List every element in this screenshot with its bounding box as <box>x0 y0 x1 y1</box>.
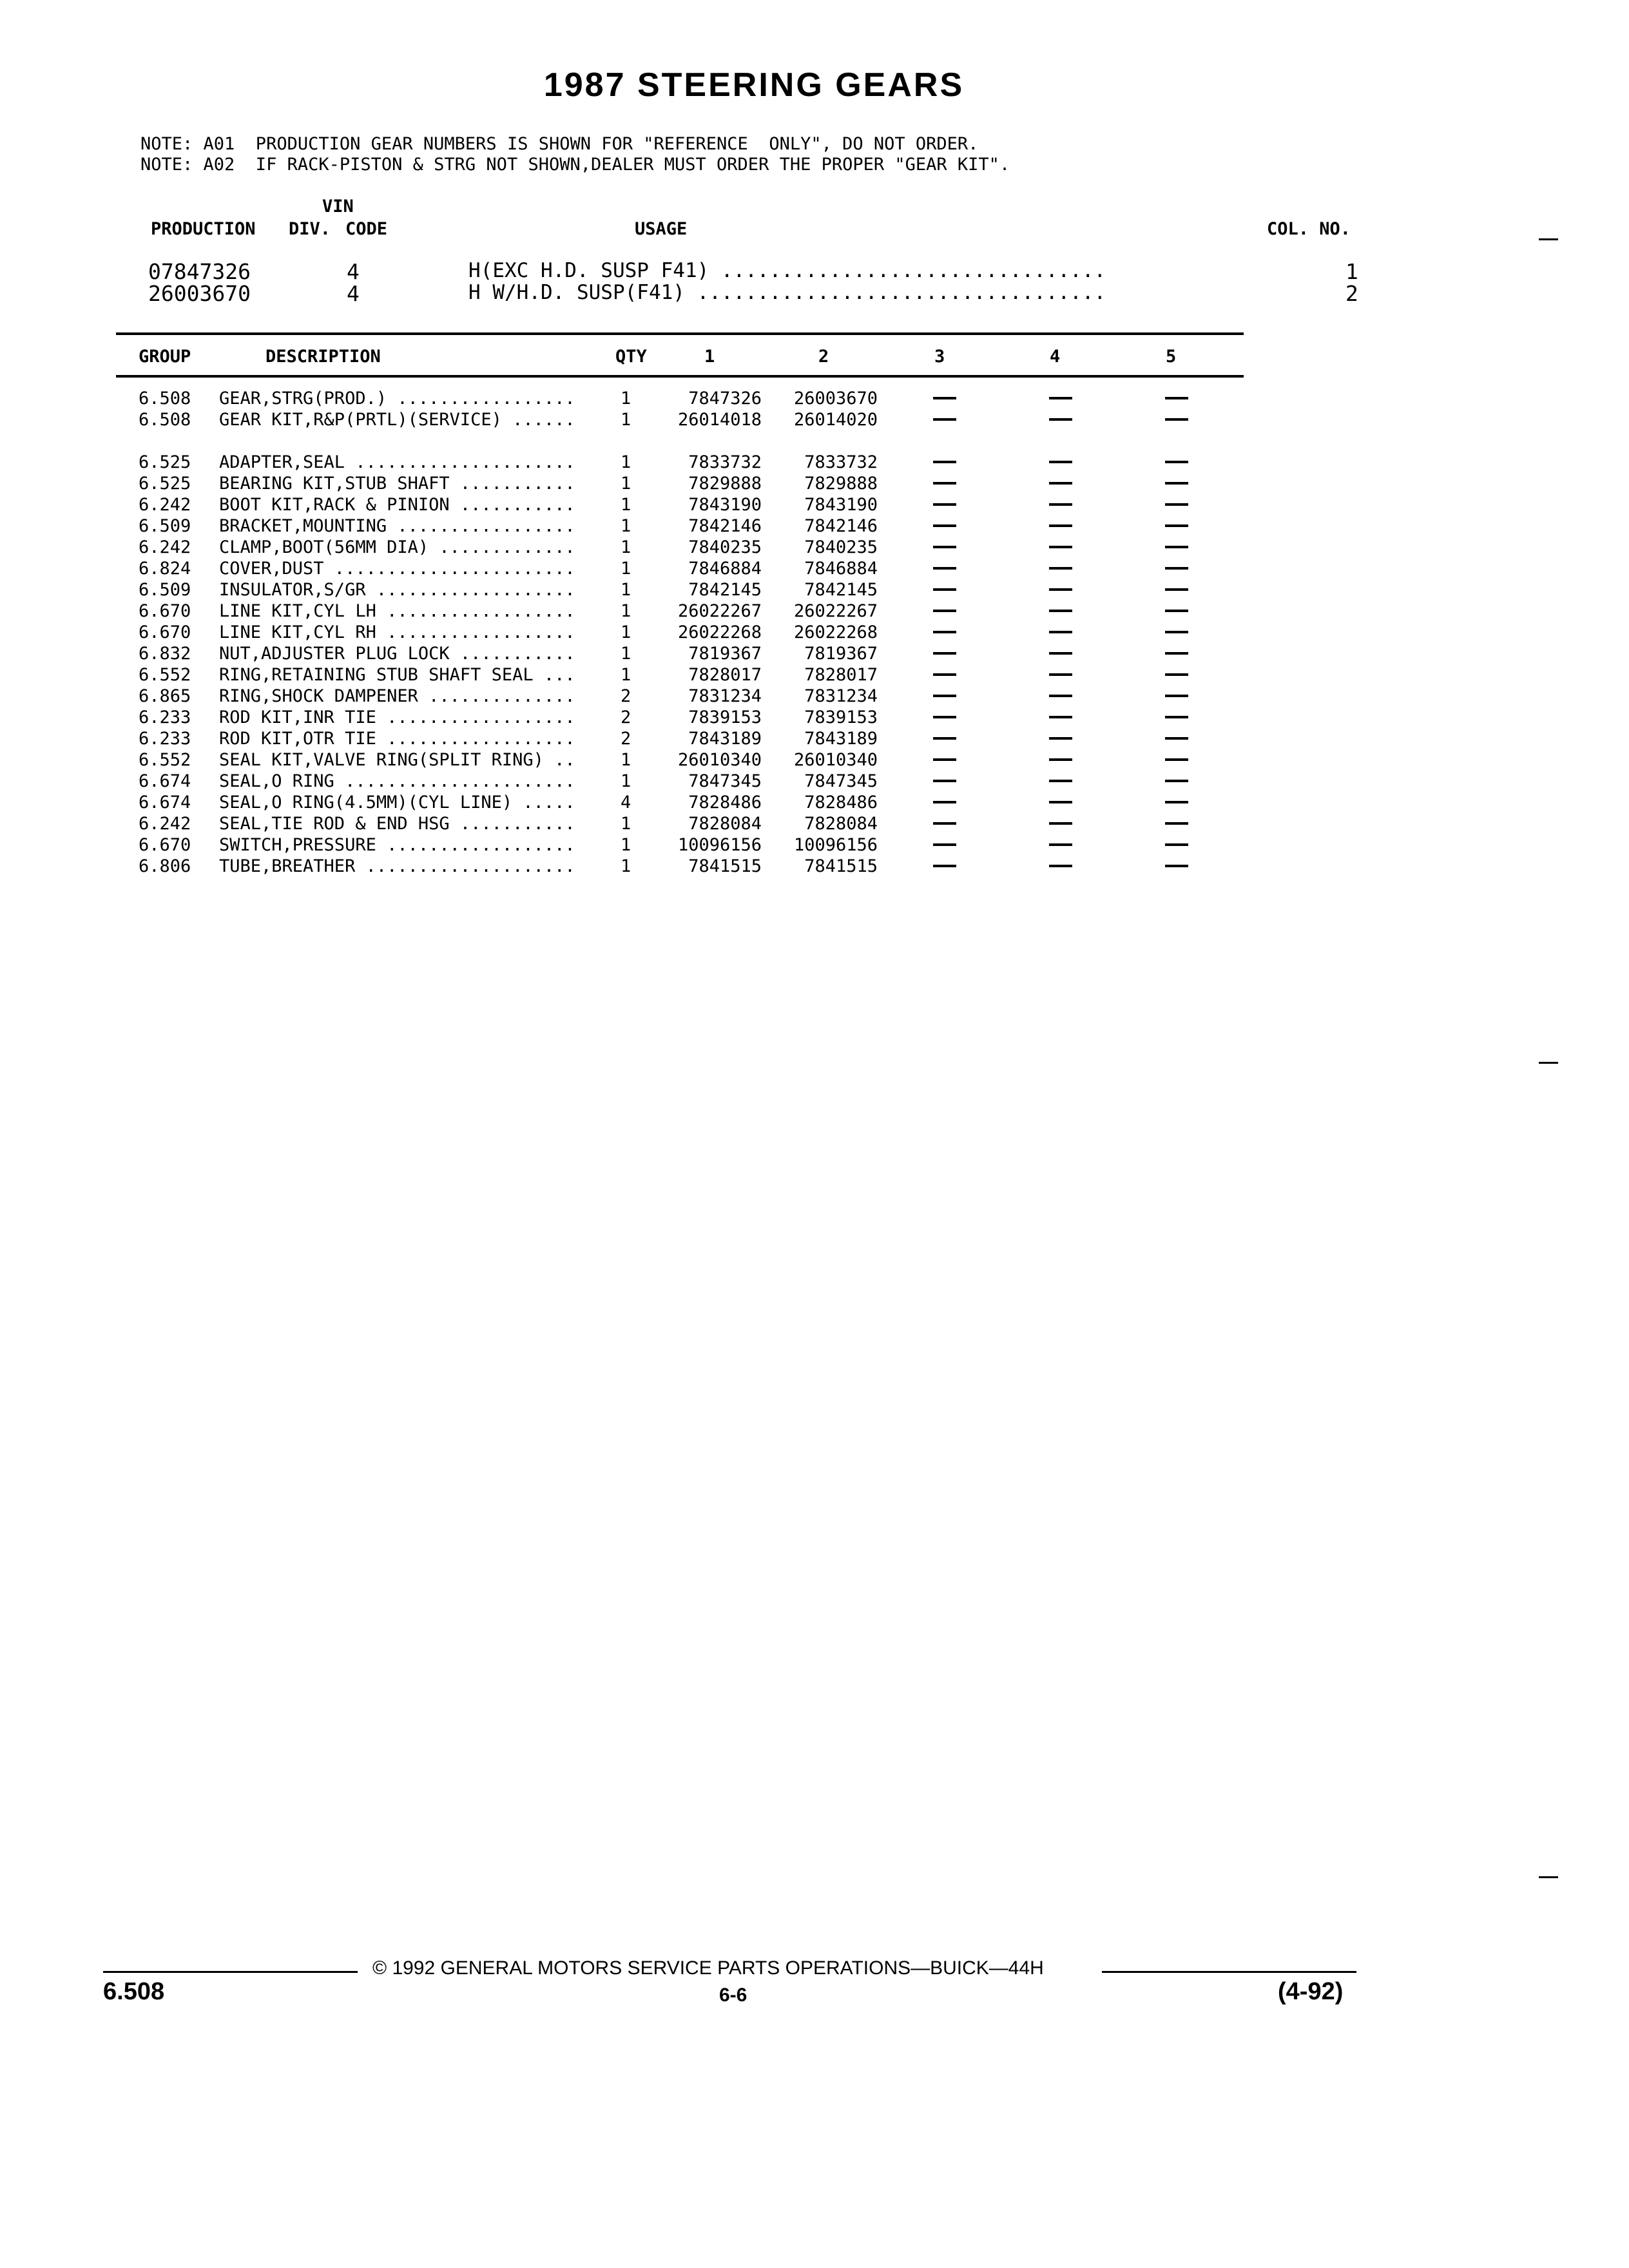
empty-col5-dash <box>1165 524 1188 527</box>
empty-col3-dash <box>933 822 956 825</box>
col1-part-number: 7847326 <box>688 389 762 408</box>
col1-part-number: 26022268 <box>677 622 762 642</box>
group-cell: 6.674 <box>139 771 191 791</box>
col1-part-number: 7829888 <box>688 474 762 494</box>
div-header: DIV. <box>289 219 331 239</box>
description-cell: SEAL,O RING ...................... <box>219 771 575 791</box>
group-cell: 6.508 <box>139 389 191 408</box>
col1-part-number: 7840235 <box>688 537 762 557</box>
empty-col4-dash <box>1049 758 1072 761</box>
description-cell: TUBE,BREATHER .................... <box>219 856 575 876</box>
col2-part-number: 7831234 <box>804 686 878 706</box>
col1-part-number: 7847345 <box>688 771 762 791</box>
group-cell: 6.670 <box>139 622 191 642</box>
col2-part-number: 7842145 <box>804 580 878 600</box>
col1-part-number: 7833732 <box>688 452 762 472</box>
qty-cell: 1 <box>621 750 631 770</box>
description-cell: INSULATOR,S/GR ................... <box>219 580 575 600</box>
col1-part-number: 7841515 <box>688 856 762 876</box>
note-a02: NOTE: A02 IF RACK-PISTON & STRG NOT SHOWN,DEALER MUST ORDER THE PROPER "GEAR KIT". <box>140 155 1010 175</box>
col2-part-number: 26022268 <box>793 622 878 642</box>
group-cell: 6.242 <box>139 537 191 557</box>
col2-part-number: 7833732 <box>804 452 878 472</box>
empty-col3-dash <box>933 418 956 421</box>
empty-col3-dash <box>933 801 956 803</box>
production-header: PRODUCTION <box>151 219 256 239</box>
description-cell: LINE KIT,CYL RH .................. <box>219 622 575 642</box>
empty-col3-dash <box>933 843 956 846</box>
copyright-text: © 1992 GENERAL MOTORS SERVICE PARTS OPERATIONS—BUICK—44H <box>372 1957 1044 1979</box>
qty-cell: 2 <box>621 686 631 706</box>
empty-col5-dash <box>1165 758 1188 761</box>
table-header-rule <box>116 375 1244 378</box>
group-cell: 6.865 <box>139 686 191 706</box>
vin-header: VIN <box>322 197 354 216</box>
empty-col5-dash <box>1165 567 1188 570</box>
col5-header: 5 <box>1166 347 1177 367</box>
qty-cell: 1 <box>621 644 631 664</box>
description-cell: SWITCH,PRESSURE .................. <box>219 835 575 855</box>
col1-part-number: 7819367 <box>688 644 762 664</box>
col2-part-number: 7847345 <box>804 771 878 791</box>
group-cell: 6.552 <box>139 750 191 770</box>
description-cell: CLAMP,BOOT(56MM DIA) ............. <box>219 537 575 557</box>
col2-part-number: 7828017 <box>804 665 878 685</box>
col1-part-number: 7839153 <box>688 707 762 727</box>
group-cell: 6.233 <box>139 729 191 749</box>
empty-col3-dash <box>933 673 956 676</box>
footer-rule-right <box>1102 1971 1356 1973</box>
col2-part-number: 26003670 <box>793 389 878 408</box>
description-cell: SEAL,TIE ROD & END HSG ........... <box>219 814 575 834</box>
empty-col3-dash <box>933 631 956 633</box>
col2-part-number: 7840235 <box>804 537 878 557</box>
col2-header: 2 <box>818 347 829 367</box>
empty-col3-dash <box>933 610 956 612</box>
qty-cell: 1 <box>621 389 631 408</box>
qty-cell: 1 <box>621 856 631 876</box>
col2-part-number: 26014020 <box>793 410 878 430</box>
empty-col4-dash <box>1049 567 1072 570</box>
empty-col3-dash <box>933 758 956 761</box>
qty-header: QTY <box>615 347 647 367</box>
description-cell: GEAR,STRG(PROD.) ................. <box>219 389 575 408</box>
edge-mark <box>1539 1062 1558 1064</box>
col1-part-number: 7842146 <box>688 516 762 536</box>
empty-col4-dash <box>1049 801 1072 803</box>
empty-col5-dash <box>1165 652 1188 655</box>
empty-col5-dash <box>1165 397 1188 399</box>
group-cell: 6.525 <box>139 474 191 494</box>
col1-part-number: 26022267 <box>677 601 762 621</box>
col2-part-number: 7828486 <box>804 793 878 812</box>
col2-part-number: 7842146 <box>804 516 878 536</box>
empty-col4-dash <box>1049 652 1072 655</box>
description-cell: NUT,ADJUSTER PLUG LOCK ........... <box>219 644 575 664</box>
group-cell: 6.674 <box>139 793 191 812</box>
empty-col4-dash <box>1049 822 1072 825</box>
empty-col5-dash <box>1165 631 1188 633</box>
col1-part-number: 7828486 <box>688 793 762 812</box>
col2-part-number: 7839153 <box>804 707 878 727</box>
col2-part-number: 7829888 <box>804 474 878 494</box>
description-cell: GEAR KIT,R&P(PRTL)(SERVICE) ...... <box>219 410 575 430</box>
col2-part-number: 7828084 <box>804 814 878 834</box>
empty-col3-dash <box>933 780 956 782</box>
description-cell: LINE KIT,CYL LH .................. <box>219 601 575 621</box>
description-cell: BOOT KIT,RACK & PINION ........... <box>219 495 575 515</box>
qty-cell: 1 <box>621 665 631 685</box>
empty-col5-dash <box>1165 780 1188 782</box>
empty-col4-dash <box>1049 737 1072 740</box>
revision-date: (4-92) <box>1278 1978 1344 2005</box>
empty-col4-dash <box>1049 503 1072 506</box>
code-header: CODE <box>345 219 388 239</box>
qty-cell: 1 <box>621 814 631 834</box>
empty-col4-dash <box>1049 397 1072 399</box>
edge-mark <box>1539 238 1558 240</box>
group-header: GROUP <box>139 347 191 367</box>
description-cell: RING,RETAINING STUB SHAFT SEAL ... <box>219 665 575 685</box>
empty-col4-dash <box>1049 631 1072 633</box>
empty-col5-dash <box>1165 716 1188 718</box>
col1-part-number: 26010340 <box>677 750 762 770</box>
description-cell: ADAPTER,SEAL ..................... <box>219 452 575 472</box>
group-cell: 6.242 <box>139 495 191 515</box>
group-cell: 6.670 <box>139 835 191 855</box>
col2-part-number: 10096156 <box>793 835 878 855</box>
production-number: 26003670 <box>148 281 251 306</box>
empty-col3-dash <box>933 652 956 655</box>
group-cell: 6.233 <box>139 707 191 727</box>
col2-part-number: 26010340 <box>793 750 878 770</box>
col2-part-number: 7843190 <box>804 495 878 515</box>
col4-header: 4 <box>1050 347 1061 367</box>
empty-col4-dash <box>1049 780 1072 782</box>
group-cell: 6.509 <box>139 516 191 536</box>
empty-col3-dash <box>933 503 956 506</box>
group-cell: 6.824 <box>139 559 191 579</box>
qty-cell: 2 <box>621 729 631 749</box>
qty-cell: 1 <box>621 516 631 536</box>
group-cell: 6.525 <box>139 452 191 472</box>
empty-col4-dash <box>1049 716 1072 718</box>
production-div: 4 <box>347 281 360 306</box>
production-number: 07847326 <box>148 259 251 284</box>
production-usage: H W/H.D. SUSP(F41) .................................. <box>468 281 1106 304</box>
col2-part-number: 7841515 <box>804 856 878 876</box>
col2-part-number: 26022267 <box>793 601 878 621</box>
empty-col4-dash <box>1049 482 1072 485</box>
empty-col4-dash <box>1049 865 1072 867</box>
edge-mark <box>1539 1876 1558 1878</box>
production-usage: H(EXC H.D. SUSP F41) ................................ <box>468 259 1106 282</box>
col2-part-number: 7819367 <box>804 644 878 664</box>
empty-col3-dash <box>933 695 956 697</box>
group-cell: 6.806 <box>139 856 191 876</box>
page-title: 1987 STEERING GEARS <box>543 66 965 104</box>
qty-cell: 1 <box>621 537 631 557</box>
group-cell: 6.552 <box>139 665 191 685</box>
qty-cell: 1 <box>621 452 631 472</box>
group-cell: 6.509 <box>139 580 191 600</box>
description-cell: COVER,DUST ....................... <box>219 559 575 579</box>
empty-col5-dash <box>1165 865 1188 867</box>
qty-cell: 1 <box>621 622 631 642</box>
empty-col5-dash <box>1165 822 1188 825</box>
empty-col5-dash <box>1165 673 1188 676</box>
empty-col3-dash <box>933 567 956 570</box>
qty-cell: 1 <box>621 410 631 430</box>
empty-col3-dash <box>933 737 956 740</box>
empty-col4-dash <box>1049 524 1072 527</box>
empty-col3-dash <box>933 546 956 548</box>
empty-col5-dash <box>1165 588 1188 591</box>
production-col: 2 <box>1345 281 1358 306</box>
empty-col5-dash <box>1165 843 1188 846</box>
production-div: 4 <box>347 259 360 284</box>
empty-col3-dash <box>933 524 956 527</box>
empty-col4-dash <box>1049 418 1072 421</box>
footer-rule-left <box>103 1971 358 1973</box>
empty-col4-dash <box>1049 546 1072 548</box>
description-cell: RING,SHOCK DAMPENER .............. <box>219 686 575 706</box>
qty-cell: 1 <box>621 474 631 494</box>
qty-cell: 1 <box>621 835 631 855</box>
empty-col4-dash <box>1049 843 1072 846</box>
empty-col5-dash <box>1165 610 1188 612</box>
group-cell: 6.242 <box>139 814 191 834</box>
col1-part-number: 26014018 <box>677 410 762 430</box>
empty-col5-dash <box>1165 801 1188 803</box>
empty-col3-dash <box>933 716 956 718</box>
qty-cell: 2 <box>621 707 631 727</box>
col1-part-number: 10096156 <box>677 835 762 855</box>
group-cell: 6.670 <box>139 601 191 621</box>
group-cell: 6.832 <box>139 644 191 664</box>
col1-part-number: 7828017 <box>688 665 762 685</box>
col2-part-number: 7843189 <box>804 729 878 749</box>
col1-part-number: 7831234 <box>688 686 762 706</box>
usage-header: USAGE <box>635 219 688 239</box>
col1-part-number: 7828084 <box>688 814 762 834</box>
col1-header: 1 <box>704 347 715 367</box>
empty-col5-dash <box>1165 418 1188 421</box>
description-cell: SEAL KIT,VALVE RING(SPLIT RING) .. <box>219 750 575 770</box>
empty-col3-dash <box>933 865 956 867</box>
qty-cell: 1 <box>621 580 631 600</box>
qty-cell: 1 <box>621 559 631 579</box>
group-cell: 6.508 <box>139 410 191 430</box>
empty-col3-dash <box>933 588 956 591</box>
qty-cell: 1 <box>621 495 631 515</box>
empty-col5-dash <box>1165 503 1188 506</box>
col1-part-number: 7843189 <box>688 729 762 749</box>
description-cell: ROD KIT,OTR TIE .................. <box>219 729 575 749</box>
col2-part-number: 7846884 <box>804 559 878 579</box>
description-cell: BEARING KIT,STUB SHAFT ........... <box>219 474 575 494</box>
empty-col4-dash <box>1049 610 1072 612</box>
empty-col5-dash <box>1165 737 1188 740</box>
qty-cell: 4 <box>621 793 631 812</box>
empty-col5-dash <box>1165 461 1188 463</box>
empty-col4-dash <box>1049 588 1072 591</box>
col1-part-number: 7846884 <box>688 559 762 579</box>
empty-col5-dash <box>1165 546 1188 548</box>
description-header: DESCRIPTION <box>265 347 381 367</box>
description-cell: ROD KIT,INR TIE .................. <box>219 707 575 727</box>
col1-part-number: 7842145 <box>688 580 762 600</box>
qty-cell: 1 <box>621 771 631 791</box>
empty-col5-dash <box>1165 695 1188 697</box>
col3-header: 3 <box>934 347 945 367</box>
section-number: 6.508 <box>103 1978 165 2005</box>
empty-col3-dash <box>933 482 956 485</box>
empty-col3-dash <box>933 397 956 399</box>
empty-col4-dash <box>1049 673 1072 676</box>
production-col: 1 <box>1345 259 1358 284</box>
note-a01: NOTE: A01 PRODUCTION GEAR NUMBERS IS SHOWN FOR "REFERENCE ONLY", DO NOT ORDER. <box>140 134 979 154</box>
empty-col4-dash <box>1049 695 1072 697</box>
empty-col5-dash <box>1165 482 1188 485</box>
table-top-rule <box>116 332 1244 335</box>
description-cell: BRACKET,MOUNTING ................. <box>219 516 575 536</box>
empty-col3-dash <box>933 461 956 463</box>
col-no-header: COL. NO. <box>1267 219 1351 239</box>
empty-col4-dash <box>1049 461 1072 463</box>
description-cell: SEAL,O RING(4.5MM)(CYL LINE) ..... <box>219 793 575 812</box>
page-number: 6-6 <box>719 1984 747 2006</box>
col1-part-number: 7843190 <box>688 495 762 515</box>
qty-cell: 1 <box>621 601 631 621</box>
